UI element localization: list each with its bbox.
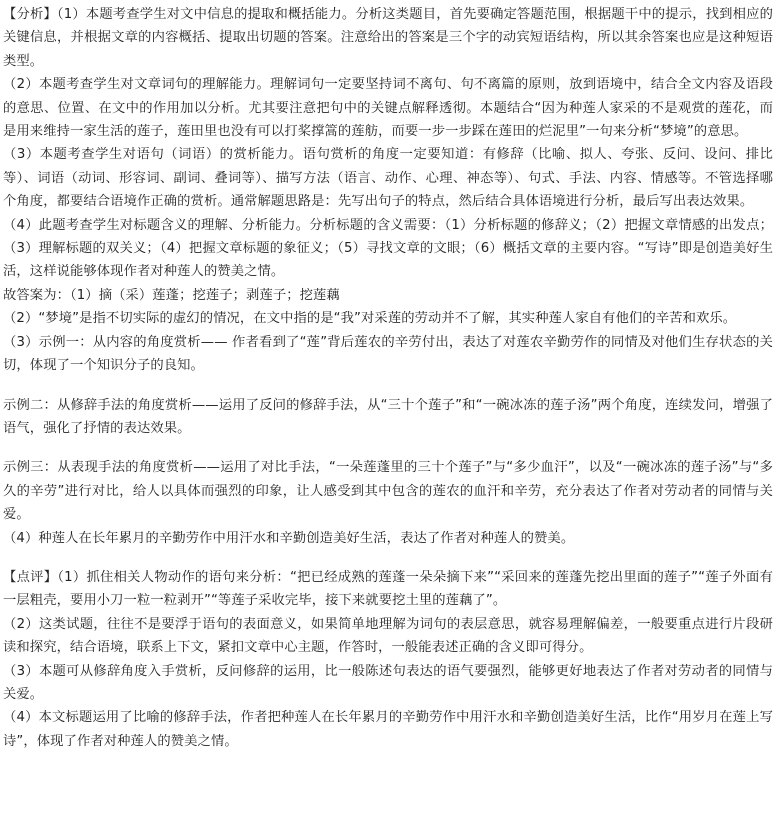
answer-paragraph-2: （2）“梦境”是指不切实际的虚幻的情况，在文中指的是“我”对采莲的劳动并不了解，其实种莲人家自有他们的辛苦和欢乐。 xyxy=(3,311,737,327)
analysis-paragraph-4: （4）此题考查学生对标题含义的理解、分析能力。分析标题的含义需要：（1）分析标题的修辞义；（2）把握文章情感的出发点；（3）理解标题的双关义；（4）把握文章标题的象征义；（5）寻找文章的文眼；（6）概括文章的主要内容。“写诗”即是创造美好生活，这样说能够体现作者对种莲人的赞美之情。 xyxy=(3,217,773,280)
answer-example-2: 示例二：从修辞手法的角度赏析——运用了反问的修辞手法，从“三十个莲子”和“一碗冰冻的莲子汤”两个角度，连续发问，增强了语气，强化了抒情的表达效果。 xyxy=(3,397,773,436)
comment-paragraph-2: （2）这类试题，往往不是要浮于语句的表面意义，如果简单地理解为词句的表层意思，就容易理解偏差，一般要重点进行片段研读和探究，结合语境，联系上下文，紧扣文章中心主题，作答时，一般能表述正确的含义即可得分。 xyxy=(3,616,773,656)
analysis-paragraph-2: （2）本题考查学生对文章词句的理解能力。理解词句一定要坚持词不离句、句不离篇的原则，放到语境中，结合全文内容及语段的意思、位置、在文中的作用加以分析。尤其要注意把句中的关键点解释透彻。本题结合“因为种莲人家采的不是观赏的莲花，而是用来维持一家生活的莲子，莲田里也没有可以打桨撑篙的莲舫，而要一步一步踩在莲田的烂泥里”一句来分析“梦境”的意思。 xyxy=(3,77,773,140)
answer-example-3: 示例三：从表现手法的角度赏析——运用了对比手法，“一朵莲蓬里的三十个莲子”与“多少血汗”，以及“一碗冰冻的莲子汤”与“多久的辛劳”进行对比，给人以具体而强烈的印象，让人感受到其中包含的莲农的血汗和辛劳，充分表达了作者对劳动者的同情与关爱。 xyxy=(3,460,773,523)
answer-paragraph-1: 故答案为：（1）摘（采）莲蓬；挖莲子；剥莲子；挖莲藕 xyxy=(3,287,340,303)
comment-paragraph-3: （3）本题可从修辞角度入手赏析，反问修辞的运用，比一般陈述句表达的语气要强烈，能够更好地表达了作者对劳动者的同情与关爱。 xyxy=(3,663,773,702)
analysis-paragraph-1: 【分析】（1）本题考查学生对文中信息的提取和概括能力。分析这类题目，首先要确定答题范围，根据题干中的提示，找到相应的关键信息，并根据文章的内容概括、提取出切题的答案。注意给出的答案是三个字的动宾短语结构，所以其余答案也应是这种短语类型。 xyxy=(3,7,773,69)
answer-explanation-document xyxy=(3,0,773,753)
answer-paragraph-4: （4）种莲人在长年累月的辛勤劳作中用汗水和辛勤创造美好生活，表达了作者对种莲人的赞美。 xyxy=(3,530,575,546)
analysis-paragraph-3: （3）本题考查学生对语句（词语）的赏析能力。语句赏析的角度一定要知道：有修辞（比喻、拟人、夸张、反问、设问、排比等）、词语（动词、形容词、副词、叠词等）、描写方法（语言、动作、心理、神态等）、句式、手法、内容、情感等。不管选择哪个角度，都要结合语境作正确的赏析。通常解题思路是：先写出句子的特点，然后结合具体语境进行分析，最后写出表达效果。 xyxy=(3,147,773,210)
answer-paragraph-3: （3）示例一：从内容的角度赏析—— 作者看到了“莲”背后莲农的辛劳付出，表达了对莲农辛勤劳作的同情及对他们生存状态的关切，体现了一个知识分子的良知。 xyxy=(3,334,773,374)
comment-paragraph-1: 【点评】（1）抓住相关人物动作的语句来分析：“把已经成熟的莲蓬一朵朵摘下来”“采回来的莲蓬先挖出里面的莲子”“莲子外面有一层粗壳，要用小刀一粒一粒剥开”“等莲子采收完毕，接下来就要挖土里的莲藕了”。 xyxy=(3,569,773,609)
comment-paragraph-4: （4）本文标题运用了比喻的修辞手法，作者把种莲人在长年累月的辛勤劳作中用汗水和辛勤创造美好生活，比作“用岁月在莲上写诗”，体现了作者对种莲人的赞美之情。 xyxy=(3,710,773,749)
